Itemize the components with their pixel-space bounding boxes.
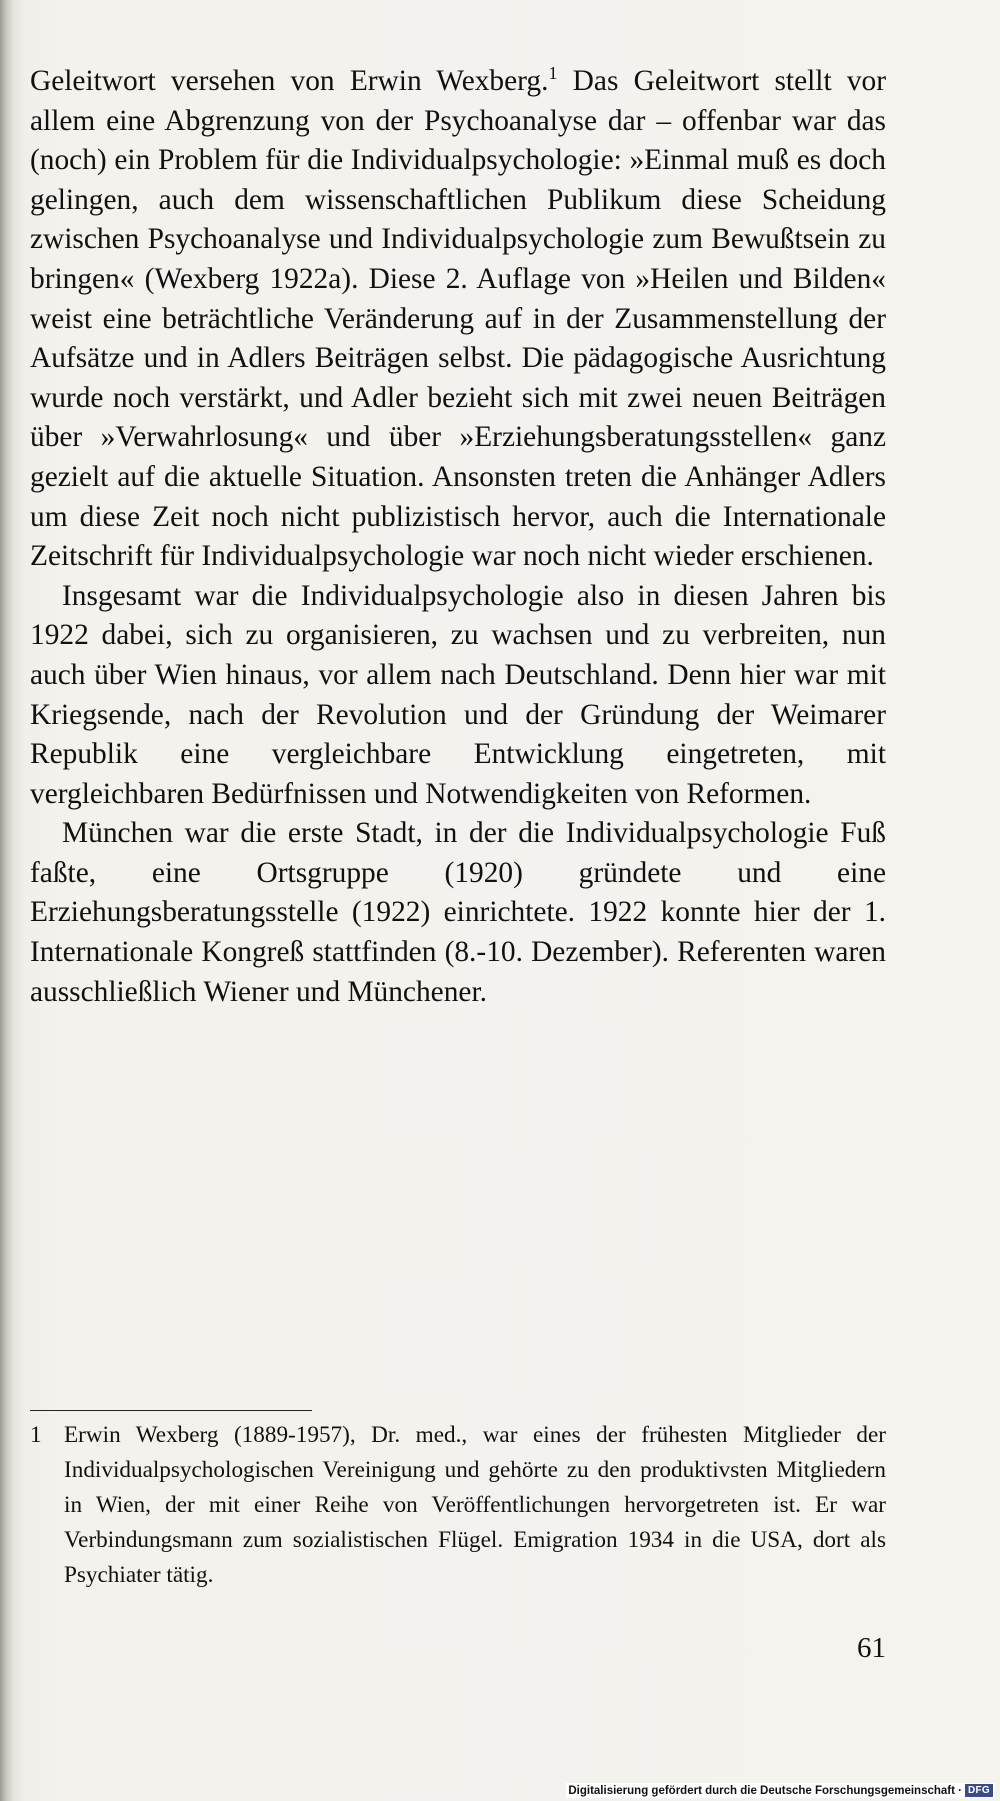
paragraph-2: Insgesamt war die Individualpsychologie also in diesen Jahren bis 1922 dabei, sich zu organisieren, zu wachsen und zu verbreiten, nun auch über Wien hinaus, vor allem nach Deutschland. Denn hier war mit Kriegsende, nach der Revolution und der Gründung der Weimarer Republik eine vergleichbare Entwicklung eingetreten, mit vergleichbaren Bedürfnissen und Notwendigkeiten von Reformen. <box>30 579 886 810</box>
paragraph-1-text-after-note: Das Geleitwort stellt vor allem eine Abgrenzung von der Psychoanalyse dar – offenbar war das (noch) ein Problem für die Individualpsychologie: »Einmal muß es doch gelingen, auch dem wissenschaftlichen Publikum diese Scheidung zwischen Psychoanalyse und Individualpsychologie zum Bewußtsein zu bringen« (Wexberg 1922a). Diese 2. Auflage von »Heilen und Bilden« weist eine beträchtliche Veränderung auf in der Zusammenstellung der Aufsätze und in Adlers Beiträgen selbst. Die pädagogische Ausrichtung wurde noch verstärkt, und Adler bezieht sich mit zwei neuen Beiträgen über »Verwahrlosung« und über »Erziehungsberatungsstellen« ganz gezielt auf die aktuelle Situation. Ansonsten treten die Anhänger Adlers um diese Zeit noch nicht publizistisch hervor, auch die Internationale Zeitschrift für Individualpsychologie war noch nicht wieder erschienen. <box>30 65 886 573</box>
paragraph-3: München war die erste Stadt, in der die Individualpsychologie Fuß faßte, eine Ortsgruppe (1920) gründete und eine Erziehungsberatungsstelle (1922) einrichtete. 1922 konnte hier der 1. Internationale Kongreß stattfinden (8.-10. Dezember). Referenten waren ausschließlich Wiener und Münchener. <box>30 817 886 1008</box>
paragraph-1-text-before-note: Geleitwort versehen von Erwin Wexberg. <box>30 65 549 97</box>
footnote-divider <box>30 1410 312 1411</box>
dfg-logo-icon: DFG <box>965 1784 993 1797</box>
main-text <box>30 62 886 1012</box>
footnote <box>30 1418 886 1593</box>
paragraph-1 <box>30 62 886 577</box>
credit-text: Digitalisierung gefördert durch die Deutsche Forschungsgemeinschaft · <box>568 1784 962 1797</box>
page-number: 61 <box>857 1632 886 1664</box>
digitization-credit <box>566 1783 995 1798</box>
footnote-reference: 1 <box>548 63 558 83</box>
footnote-text: Erwin Wexberg (1889-1957), Dr. med., war eines der frühesten Mitglieder der Individualpsychologischen Vereinigung und gehörte zu den produktivsten Mitgliedern in Wien, der mit einer Reihe von Veröffentlichungen hervorgetreten ist. Er war Verbindungsmann zum sozialistischen Flügel. Emigration 1934 in die USA, dort als Psychiater tätig. <box>64 1422 886 1588</box>
footnote-number: 1 <box>30 1422 42 1448</box>
